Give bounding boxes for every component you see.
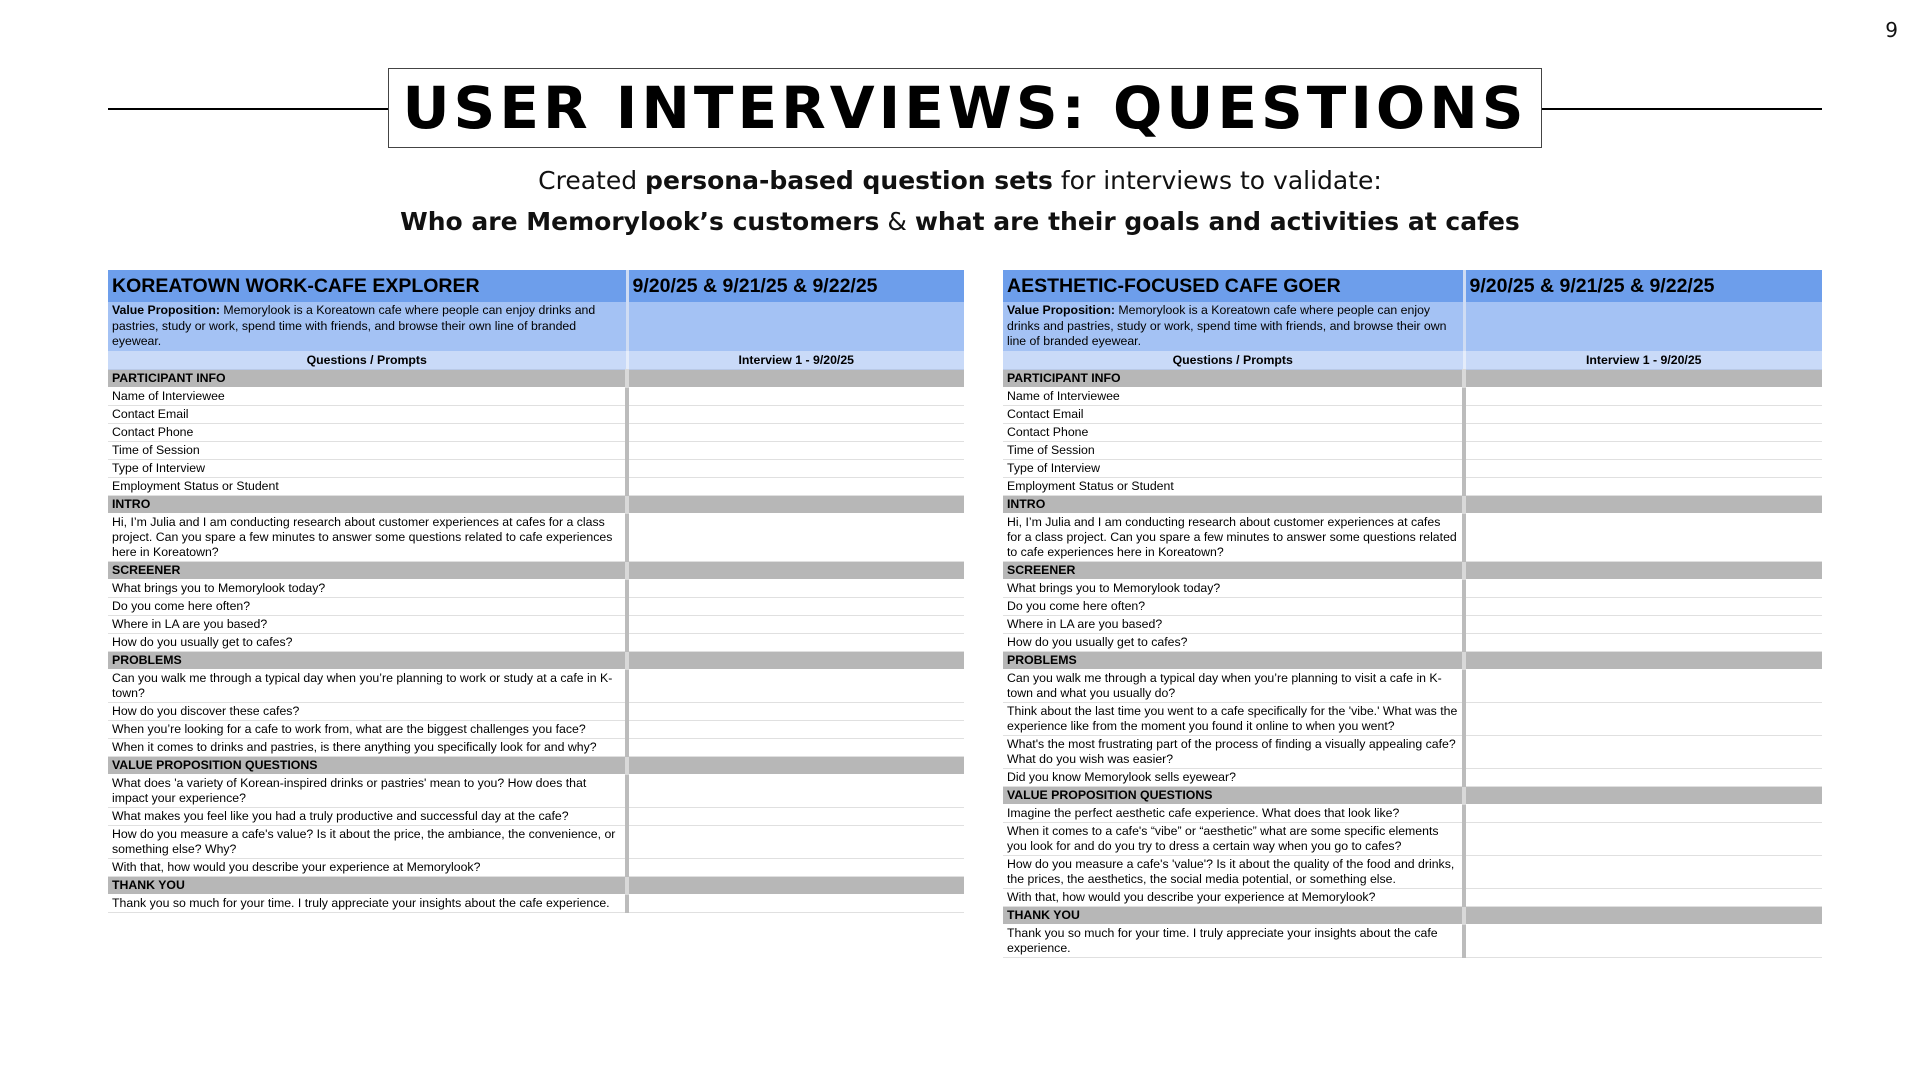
- question-cell[interactable]: Contact Email: [108, 405, 627, 423]
- table-row: [108, 807, 964, 825]
- table-row: [108, 459, 964, 477]
- answer-cell[interactable]: [1464, 855, 1822, 888]
- table-row: [108, 477, 964, 495]
- answer-cell[interactable]: [627, 858, 964, 876]
- column-header-row: [1003, 351, 1822, 370]
- question-cell[interactable]: Do you come here often?: [108, 597, 627, 615]
- section-empty-cell: [627, 651, 964, 669]
- table-row: [108, 894, 964, 912]
- section-header-row: [1003, 561, 1822, 579]
- answer-cell[interactable]: [627, 774, 964, 807]
- table-row: [1003, 924, 1822, 957]
- table-row: [1003, 855, 1822, 888]
- answer-cell[interactable]: [627, 459, 964, 477]
- table-row: [108, 423, 964, 441]
- value-proposition-text: Memorylook is a Koreatown cafe where people can enjoy drinks and pastries, study or work, spend time with friends, and browse their own line of branded eyewear.: [112, 303, 596, 348]
- page-number: 9: [1885, 18, 1898, 42]
- section-title: PROBLEMS: [108, 651, 627, 669]
- title-rule-right: [1540, 108, 1822, 110]
- interview-sheet-work-cafe-explorer: [108, 270, 964, 913]
- answer-cell[interactable]: [1464, 888, 1822, 906]
- answer-cell[interactable]: [627, 807, 964, 825]
- question-cell[interactable]: Where in LA are you based?: [1003, 615, 1464, 633]
- table-row: [1003, 477, 1822, 495]
- column-header-questions: Questions / Prompts: [1003, 351, 1464, 370]
- column-header-questions: Questions / Prompts: [108, 351, 627, 370]
- value-proposition-label: Value Proposition:: [1007, 303, 1115, 317]
- value-proposition-text: Memorylook is a Koreatown cafe where people can enjoy drinks and pastries, study or work, spend time with friends, and browse their own line of branded eyewear.: [1007, 303, 1447, 348]
- question-cell[interactable]: With that, how would you describe your experience at Memorylook?: [108, 858, 627, 876]
- table-row: [1003, 804, 1822, 822]
- table-row: [1003, 459, 1822, 477]
- table-row: [108, 597, 964, 615]
- section-title: THANK YOU: [108, 876, 627, 894]
- table-row: [1003, 633, 1822, 651]
- section-empty-cell: [627, 756, 964, 774]
- answer-cell[interactable]: [1464, 924, 1822, 957]
- table-row: [108, 720, 964, 738]
- table-row: [1003, 597, 1822, 615]
- section-empty-cell: [1464, 906, 1822, 924]
- section-empty-cell: [627, 876, 964, 894]
- question-cell[interactable]: Time of Session: [1003, 441, 1464, 459]
- section-header-row: [1003, 906, 1822, 924]
- table-row: [108, 615, 964, 633]
- interview-dates: 9/20/25 & 9/21/25 & 9/22/25: [627, 270, 964, 302]
- question-cell[interactable]: What does 'a variety of Korean-inspired drinks or pastries' mean to you? How does that impact your experience?: [108, 774, 627, 807]
- answer-cell[interactable]: [627, 720, 964, 738]
- answer-cell[interactable]: [627, 387, 964, 405]
- subtitle-text: for interviews to validate:: [1052, 166, 1382, 195]
- answer-cell[interactable]: [627, 579, 964, 597]
- question-cell[interactable]: When you’re looking for a cafe to work from, what are the biggest challenges you face?: [108, 720, 627, 738]
- answer-cell[interactable]: [627, 441, 964, 459]
- question-cell[interactable]: Can you walk me through a typical day when you’re planning to visit a cafe in K-town and what you usually do?: [1003, 669, 1464, 702]
- answer-cell[interactable]: [1464, 477, 1822, 495]
- section-header-row: [108, 756, 964, 774]
- section-title: INTRO: [1003, 495, 1464, 513]
- title-box: [388, 68, 1542, 148]
- table-row: [1003, 513, 1822, 561]
- table-row: [1003, 615, 1822, 633]
- answer-cell[interactable]: [1464, 768, 1822, 786]
- section-title: PARTICIPANT INFO: [108, 369, 627, 387]
- answer-cell[interactable]: [627, 597, 964, 615]
- value-proposition-label: Value Proposition:: [112, 303, 220, 317]
- answer-cell[interactable]: [1464, 441, 1822, 459]
- section-empty-cell: [1464, 651, 1822, 669]
- table-row: [1003, 888, 1822, 906]
- section-title: PARTICIPANT INFO: [1003, 369, 1464, 387]
- section-header-row: [108, 495, 964, 513]
- table-row: [1003, 822, 1822, 855]
- answer-cell[interactable]: [1464, 615, 1822, 633]
- table-row: [1003, 768, 1822, 786]
- subtitle-emphasis: what are their goals and activities at cafes: [914, 207, 1520, 236]
- section-header-row: [1003, 495, 1822, 513]
- table-row: [1003, 579, 1822, 597]
- section-title: SCREENER: [1003, 561, 1464, 579]
- answer-cell[interactable]: [1464, 459, 1822, 477]
- question-cell[interactable]: Name of Interviewee: [108, 387, 627, 405]
- answer-cell[interactable]: [627, 615, 964, 633]
- question-cell[interactable]: Can you walk me through a typical day when you’re planning to work or study at a cafe in K-town?: [108, 669, 627, 702]
- column-header-interview: Interview 1 - 9/20/25: [1464, 351, 1822, 370]
- question-cell[interactable]: Imagine the perfect aesthetic cafe experience. What does that look like?: [1003, 804, 1464, 822]
- section-header-row: [108, 876, 964, 894]
- section-title: VALUE PROPOSITION QUESTIONS: [108, 756, 627, 774]
- section-empty-cell: [627, 561, 964, 579]
- question-cell[interactable]: With that, how would you describe your experience at Memorylook?: [1003, 888, 1464, 906]
- answer-cell[interactable]: [1464, 423, 1822, 441]
- answer-cell[interactable]: [1464, 633, 1822, 651]
- answer-cell[interactable]: [627, 669, 964, 702]
- question-cell[interactable]: Thank you so much for your time. I truly appreciate your insights about the cafe experience.: [1003, 924, 1464, 957]
- section-title: INTRO: [108, 495, 627, 513]
- answer-cell[interactable]: [1464, 702, 1822, 735]
- section-title: SCREENER: [108, 561, 627, 579]
- question-cell[interactable]: Think about the last time you went to a cafe specifically for the 'vibe.' What was the experience like from the moment you found it online to when you went?: [1003, 702, 1464, 735]
- question-cell[interactable]: What's the most frustrating part of the process of finding a visually appealing cafe? What do you wish was easier?: [1003, 735, 1464, 768]
- section-title: VALUE PROPOSITION QUESTIONS: [1003, 786, 1464, 804]
- section-header-row: [1003, 369, 1822, 387]
- section-empty-cell: [627, 495, 964, 513]
- table-row: [108, 774, 964, 807]
- page-title: USER INTERVIEWS: QUESTIONS: [402, 74, 1528, 142]
- column-header-row: [108, 351, 964, 370]
- table-row: [108, 441, 964, 459]
- subtitle-emphasis: Who are Memorylook’s customers: [400, 207, 880, 236]
- section-empty-cell: [1464, 561, 1822, 579]
- question-cell[interactable]: Thank you so much for your time. I truly appreciate your insights about the cafe experience.: [108, 894, 627, 912]
- section-empty-cell: [1464, 495, 1822, 513]
- question-rows: [108, 369, 964, 912]
- question-cell[interactable]: Contact Phone: [108, 423, 627, 441]
- question-cell[interactable]: Contact Phone: [1003, 423, 1464, 441]
- section-header-row: [108, 369, 964, 387]
- sheet-header-row: [1003, 270, 1822, 302]
- question-cell[interactable]: Name of Interviewee: [1003, 387, 1464, 405]
- question-cell[interactable]: How do you measure a cafe's value? Is it about the price, the ambiance, the convenience, or something else? Why?: [108, 825, 627, 858]
- answer-cell[interactable]: [1464, 597, 1822, 615]
- question-cell[interactable]: When it comes to a cafe's “vibe” or “aesthetic” what are some specific elements you look for and do you try to dress a certain way when you go to cafes?: [1003, 822, 1464, 855]
- table-row: [1003, 423, 1822, 441]
- table-row: [108, 405, 964, 423]
- answer-cell[interactable]: [627, 702, 964, 720]
- section-title: PROBLEMS: [1003, 651, 1464, 669]
- question-cell[interactable]: How do you measure a cafe's 'value'? Is it about the quality of the food and drinks, the prices, the aesthetics, the social media potential, or something else.: [1003, 855, 1464, 888]
- answer-cell[interactable]: [1464, 735, 1822, 768]
- section-header-row: [108, 561, 964, 579]
- answer-cell[interactable]: [627, 477, 964, 495]
- question-cell[interactable]: Did you know Memorylook sells eyewear?: [1003, 768, 1464, 786]
- answer-cell[interactable]: [1464, 387, 1822, 405]
- section-empty-cell: [1464, 786, 1822, 804]
- answer-cell[interactable]: [627, 738, 964, 756]
- value-proposition-empty-cell: [1464, 302, 1822, 351]
- answer-cell[interactable]: [627, 513, 964, 561]
- question-cell[interactable]: How do you discover these cafes?: [108, 702, 627, 720]
- question-cell[interactable]: Contact Email: [1003, 405, 1464, 423]
- table-row: [1003, 702, 1822, 735]
- table-row: [108, 825, 964, 858]
- subtitle-line-1: [0, 166, 1920, 195]
- table-row: [108, 669, 964, 702]
- question-cell[interactable]: Employment Status or Student: [108, 477, 627, 495]
- question-cell[interactable]: Employment Status or Student: [1003, 477, 1464, 495]
- table-row: [108, 387, 964, 405]
- value-proposition-empty-cell: [627, 302, 964, 351]
- question-cell[interactable]: What brings you to Memorylook today?: [1003, 579, 1464, 597]
- answer-cell[interactable]: [1464, 669, 1822, 702]
- question-cell[interactable]: Hi, I’m Julia and I am conducting research about customer experiences at cafes for a class project. Can you spare a few minutes to answer some questions related to cafe experiences here in Koreatown?: [108, 513, 627, 561]
- value-proposition: [1003, 302, 1464, 351]
- question-cell[interactable]: Hi, I’m Julia and I am conducting research about customer experiences at cafes for a class project. Can you spare a few minutes to answer some questions related to cafe experiences here in Koreatown?: [1003, 513, 1464, 561]
- title-rule-left: [108, 108, 390, 110]
- interview-dates: 9/20/25 & 9/21/25 & 9/22/25: [1464, 270, 1822, 302]
- question-cell[interactable]: What makes you feel like you had a truly productive and successful day at the cafe?: [108, 807, 627, 825]
- section-header-row: [1003, 651, 1822, 669]
- answer-cell[interactable]: [627, 423, 964, 441]
- table-row: [108, 579, 964, 597]
- table-row: [108, 513, 964, 561]
- answer-cell[interactable]: [627, 894, 964, 912]
- question-cell[interactable]: Type of Interview: [1003, 459, 1464, 477]
- table-row: [1003, 441, 1822, 459]
- answer-cell[interactable]: [627, 405, 964, 423]
- question-cell[interactable]: How do you usually get to cafes?: [1003, 633, 1464, 651]
- subtitle-text: Created: [538, 166, 646, 195]
- interview-sheet-aesthetic-cafe-goer: [1003, 270, 1822, 958]
- section-title: THANK YOU: [1003, 906, 1464, 924]
- question-cell[interactable]: How do you usually get to cafes?: [108, 633, 627, 651]
- persona-title: KOREATOWN WORK-CAFE EXPLORER: [108, 270, 627, 302]
- answer-cell[interactable]: [627, 633, 964, 651]
- answer-cell[interactable]: [1464, 579, 1822, 597]
- question-cell[interactable]: What brings you to Memorylook today?: [108, 579, 627, 597]
- section-header-row: [108, 651, 964, 669]
- sheet-header-row: [108, 270, 964, 302]
- subtitle-text: &: [879, 207, 915, 236]
- table-row: [108, 738, 964, 756]
- answer-cell[interactable]: [627, 825, 964, 858]
- persona-title: AESTHETIC-FOCUSED CAFE GOER: [1003, 270, 1464, 302]
- table-row: [1003, 669, 1822, 702]
- section-header-row: [1003, 786, 1822, 804]
- subtitle-line-2: [0, 207, 1920, 236]
- table-row: [1003, 405, 1822, 423]
- question-cell[interactable]: Do you come here often?: [1003, 597, 1464, 615]
- table-row: [108, 633, 964, 651]
- answer-cell[interactable]: [1464, 822, 1822, 855]
- answer-cell[interactable]: [1464, 405, 1822, 423]
- answer-cell[interactable]: [1464, 804, 1822, 822]
- column-header-interview: Interview 1 - 9/20/25: [627, 351, 964, 370]
- subtitle-emphasis: persona-based question sets: [645, 166, 1053, 195]
- value-proposition: [108, 302, 627, 351]
- question-cell[interactable]: Type of Interview: [108, 459, 627, 477]
- value-proposition-row: [108, 302, 964, 351]
- question-cell[interactable]: When it comes to drinks and pastries, is there anything you specifically look for and why?: [108, 738, 627, 756]
- section-empty-cell: [627, 369, 964, 387]
- table-row: [1003, 387, 1822, 405]
- value-proposition-row: [1003, 302, 1822, 351]
- section-empty-cell: [1464, 369, 1822, 387]
- table-row: [108, 702, 964, 720]
- answer-cell[interactable]: [1464, 513, 1822, 561]
- table-row: [1003, 735, 1822, 768]
- question-cell[interactable]: Where in LA are you based?: [108, 615, 627, 633]
- question-rows: [1003, 369, 1822, 957]
- question-cell[interactable]: Time of Session: [108, 441, 627, 459]
- table-row: [108, 858, 964, 876]
